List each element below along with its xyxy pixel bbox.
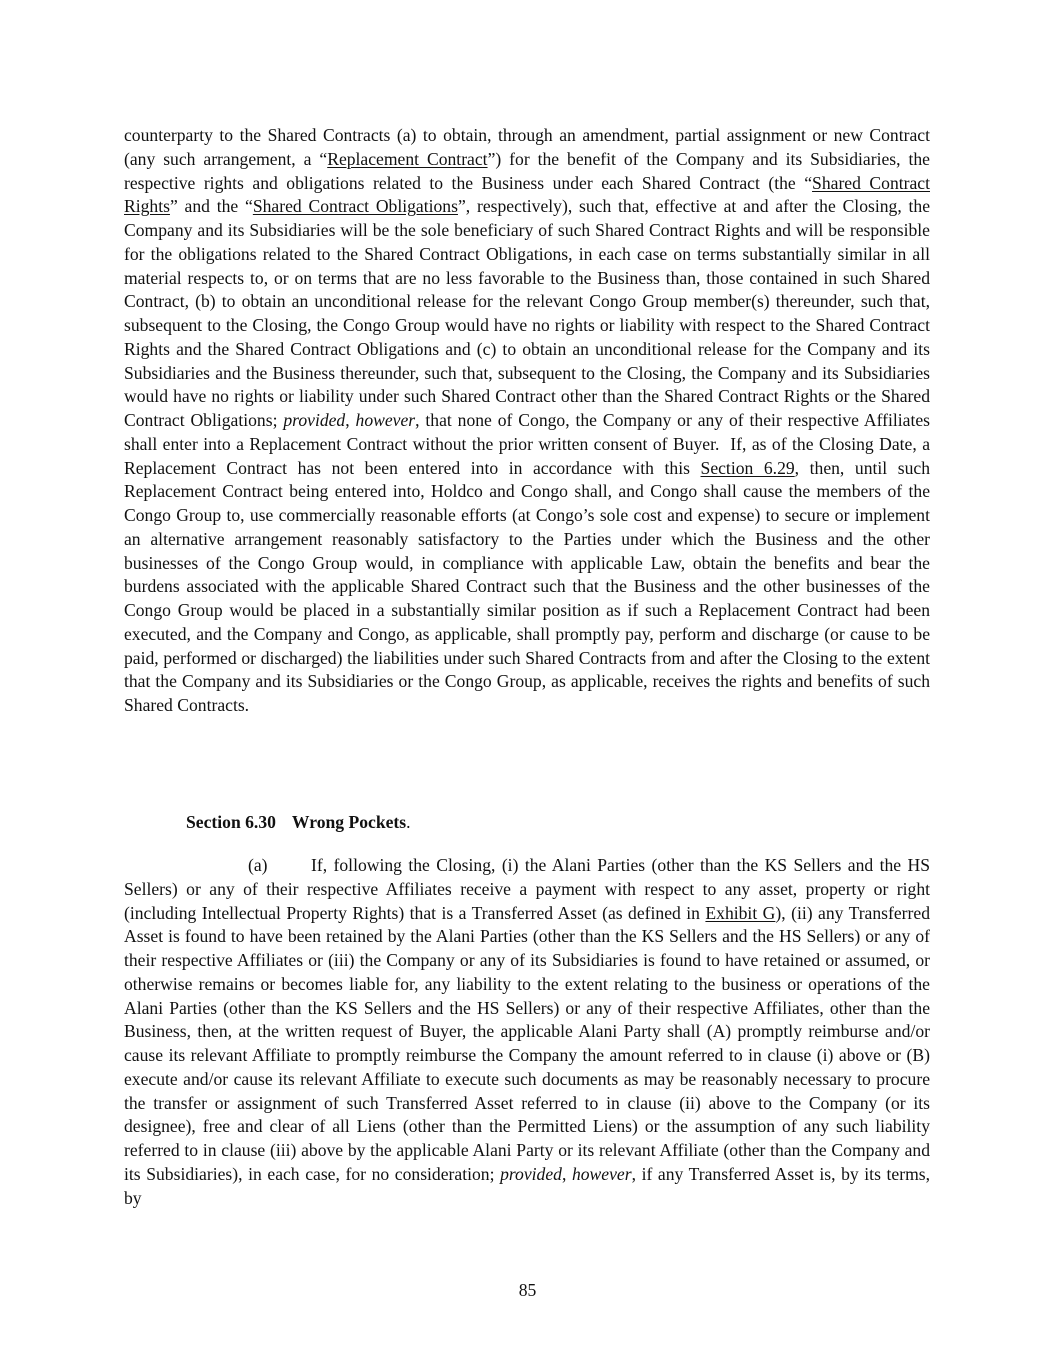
defined-term-shared-contract-rights: Shared Contract Rights	[124, 172, 930, 217]
section-title-period: .	[406, 812, 411, 832]
italic-however: however	[571, 1163, 632, 1184]
text-run: If, following the Closing, (i) the Alani Parties (other than the KS Sellers and the HS Sellers) or any of their respective Affiliates receive a payment with respect to any asset, property or right (including Intellectual Property Rights) that is a Transferred Asset (as defined in	[124, 855, 930, 923]
italic-however: however	[355, 410, 416, 430]
text-run: ”) for the benefit of the Company and its Subsidiaries, the respective rights and obligations related to the Business under each Shared Contract (the “	[124, 148, 930, 193]
text-run: ” and the “	[169, 196, 253, 217]
paragraph-shared-contracts	[124, 124, 930, 718]
paragraph-wrong-pockets-a	[124, 854, 930, 1210]
section-title: Wrong Pockets	[291, 812, 407, 832]
clause-marker: (a)	[248, 855, 268, 875]
cross-reference-exhibit-g: Exhibit G	[705, 902, 776, 923]
defined-term-shared-contract-obligations: Shared Contract Obligations	[252, 196, 458, 217]
italic-provided: provided	[283, 410, 346, 430]
text-run: , if any Transferred Asset is, by its terms, by	[124, 1163, 930, 1208]
text-run: counterparty to the Shared Contracts (a) to obtain, through an amendment, partial assignment or new Contract (any such arrangement, a “	[124, 125, 930, 169]
text-run: ”, respectively), such that, effective at and after the Closing, the Company and its Subsidiaries will be the sole beneficiary of such Shared Contract Rights and will be responsible for the obligations related to the Shared Contract Obligations, in each case on terms substantially similar in all material respects to, or on terms that are no less favorable to the Business than, those contained in such Shared Contract, (b) to obtain an unconditional release for the relevant Congo Group member(s) thereunder, such that, subsequent to the Closing, the Congo Group would have no rights or liability with respect to the Shared Contract Rights and the Shared Contract Obligations and (c) to obtain an unconditional release for the Company and its Subsidiaries and the Business thereunder, such that, subsequent to the Closing, the Company and its Subsidiaries would have no rights or liability under such Shared Contract other than the Shared Contract Rights or the Shared Contract Obligations;	[124, 196, 930, 430]
section-number: Section 6.30	[186, 812, 276, 832]
text-run: , then, until such Replacement Contract being entered into, Holdco and Congo shall, and Congo shall cause the members of the Congo Group to, use commercially reasonable efforts (at Congo’s sole cost and expense) to secure or implement an alternative arrangement reasonably satisfactory to the Parties under which the Business and the other businesses of the Congo Group would, in compliance with applicable Law, obtain the benefits and bear the burdens associated with the applicable Shared Contract such that the Business and the other businesses of the Congo Group would be placed in a substantially similar position as if such a Replacement Contract had been executed, and the Company and Congo, as applicable, shall promptly pay, perform and discharge (or cause to be paid, performed or discharged) the liabilities under such Shared Contracts from and after the Closing to the extent that the Company and its Subsidiaries or the Congo Group, as applicable, receives the rights and benefits of such Shared Contracts.	[124, 457, 930, 715]
text-run: , that none of Congo, the Company or any of their respective Affiliates shall enter into a Replacement Contract without the prior written consent of Buyer. If, as of the Closing Date, a Replacement Contract has not been entered into in accordance with this	[124, 410, 930, 478]
italic-provided: provided	[500, 1163, 562, 1184]
text-run: ,	[345, 410, 356, 430]
defined-term-replacement-contract: Replacement Contract	[327, 148, 488, 169]
text-run: ), (ii) any Transferred Asset is found to have been retained by the Alani Parties (other than the KS Sellers and the HS Sellers) or any of their respective Affiliates or (iii) the Company or any of its Subsidiaries is found to have retained or assumed, or otherwise remains or becomes liable for, any liability to the extent relating to the business or operations of the Alani Parties (other than the KS Sellers and the HS Sellers) or any of their respective Affiliates, other than the Business, then, at the written request of Buyer, the applicable Alani Party shall (A) promptly reimburse and/or cause its relevant Affiliate to promptly reimburse the Company the amount referred to in clause (i) above or (B) execute and/or cause its relevant Affiliate to execute such documents as may be reasonably necessary to procure the transfer or assignment of such Transferred Asset referred to in clause (ii) above to the Company (or its designee), free and clear of all Liens (other than the Permitted Liens) or the assumption of any such liability referred to in clause (iii) above by the applicable Alani Party or its relevant Affiliate (other than the Company and its Subsidiaries), in each case, for no consideration;	[124, 902, 931, 1184]
cross-reference-section-6-29: Section 6.29	[700, 457, 795, 478]
page-number: 85	[518, 1280, 537, 1300]
section-heading	[186, 811, 411, 835]
text-run: ,	[561, 1163, 572, 1184]
